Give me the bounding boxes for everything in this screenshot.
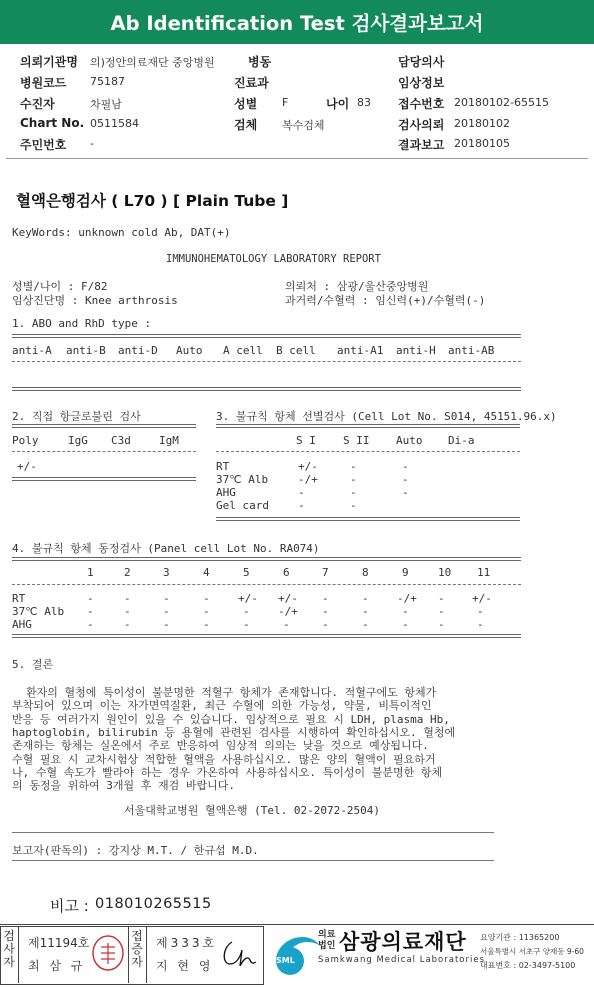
report-title: IMMUNOHEMATOLOGY LABORATORY REPORT bbox=[166, 253, 381, 265]
org-small-2: 법인 bbox=[318, 941, 336, 951]
panel-cell: - bbox=[322, 592, 329, 605]
panel-cell: - bbox=[438, 618, 445, 631]
panel-cell: - bbox=[322, 605, 329, 618]
screen-bottom-rule bbox=[216, 517, 520, 521]
resident-no-value: - bbox=[90, 137, 94, 150]
panel-cell: - bbox=[203, 605, 210, 618]
dat-bottom-rule bbox=[12, 477, 196, 481]
reporter-bottom-rule bbox=[12, 860, 494, 861]
approver-name: 지 현 영 bbox=[156, 959, 214, 973]
hospital-code-label: 병원코드 bbox=[20, 76, 67, 90]
dat-col-c3d: C3d bbox=[111, 434, 131, 447]
screen-row-label: Gel card bbox=[216, 499, 269, 512]
dat-top-rule bbox=[12, 424, 196, 428]
conclusion-line: 존재하는 항체는 실온에서 주로 반응하여 임상적 의의는 낮을 것으로 예상됩니다. bbox=[12, 739, 429, 753]
panel-cell: - bbox=[477, 618, 484, 631]
panel-col-header: 10 bbox=[438, 566, 452, 579]
sex-age: 성별/나이 : F/82 bbox=[12, 280, 108, 293]
clinical-diagnosis: 임상진단명 : Knee arthrosis bbox=[12, 294, 178, 307]
panel-cell: - bbox=[124, 605, 131, 618]
panel-row-label: 37℃ Alb bbox=[12, 605, 65, 618]
org-small-1: 의료 bbox=[318, 930, 336, 940]
panel-cell: -/+ bbox=[278, 605, 298, 618]
info-line-3: 대표번호 : 02-3497-5100 bbox=[480, 961, 576, 970]
screen-cell: - bbox=[402, 486, 409, 499]
abo-col-anti-b: anti-B bbox=[66, 344, 106, 357]
reporter-top-rule bbox=[12, 832, 494, 833]
age-label: 나이 bbox=[326, 97, 350, 111]
receipt-label: 접수번호 bbox=[398, 97, 445, 111]
dat-col-igg: IgG bbox=[68, 434, 88, 447]
panel-col-header: 3 bbox=[163, 566, 170, 579]
panel-col-header: 8 bbox=[362, 566, 369, 579]
keywords: KeyWords: unknown cold Ab, DAT(+) bbox=[12, 226, 231, 239]
panel-cell: - bbox=[438, 605, 445, 618]
abo-col-anti-a: anti-A bbox=[12, 344, 52, 357]
panel-cell: - bbox=[362, 605, 369, 618]
screen-row-label: 37℃ Alb bbox=[216, 473, 269, 486]
lab-signature: 서울대학교병원 혈액은행 (Tel. 02-2072-2504) bbox=[124, 804, 380, 817]
screen-col-di-a: Di-a bbox=[448, 434, 475, 447]
patient-label: 수진자 bbox=[20, 97, 55, 111]
conclusion-line: 나, 수혈 속도가 빨라야 하는 경우 가온하여 사용하십시오. 특이성이 불분명한 항체 bbox=[12, 765, 443, 779]
panel-cell: - bbox=[322, 618, 329, 631]
panel-mid-rule bbox=[12, 584, 521, 585]
dat-col-igm: IgM bbox=[159, 434, 179, 447]
screen-col-s1: S I bbox=[296, 434, 316, 447]
department-label: 진료과 bbox=[234, 76, 269, 90]
conclusion-heading: 5. 결론 bbox=[12, 658, 54, 671]
panel-cell: +/- bbox=[238, 592, 258, 605]
resident-no-label: 주민번호 bbox=[20, 138, 67, 152]
panel-cell: - bbox=[243, 605, 250, 618]
panel-cell: - bbox=[362, 592, 369, 605]
screen-cell: - bbox=[402, 473, 409, 486]
dat-poly-value: +/- bbox=[17, 460, 37, 473]
abo-col-anti-a1: anti-A1 bbox=[337, 344, 384, 357]
screen-top-rule bbox=[216, 424, 520, 428]
panel-col-header: 11 bbox=[477, 566, 491, 579]
inspector-number: 제11194호 bbox=[28, 936, 90, 950]
clinical-info-label: 임상정보 bbox=[398, 76, 445, 90]
screen-mid-rule bbox=[216, 451, 520, 452]
abo-heading: 1. ABO and RhD type : bbox=[12, 317, 152, 330]
panel-cell: - bbox=[477, 605, 484, 618]
page-title: Ab Identification Test 검사결과보고서 bbox=[110, 12, 484, 35]
hospital-code-value: 75187 bbox=[90, 75, 125, 88]
screen-cell: - bbox=[350, 473, 357, 486]
abo-bottom-rule bbox=[12, 387, 521, 391]
panel-cell: - bbox=[163, 592, 170, 605]
institution-label: 의뢰기관명 bbox=[20, 55, 78, 69]
panel-col-header: 4 bbox=[203, 566, 210, 579]
panel-cell: +/- bbox=[278, 592, 298, 605]
panel-row-label: AHG bbox=[12, 618, 32, 631]
info-line-1: 요양기관 : 11365200 bbox=[480, 933, 560, 942]
screen-cell: -/+ bbox=[298, 473, 318, 486]
panel-cell: - bbox=[362, 618, 369, 631]
panel-cell: - bbox=[163, 618, 170, 631]
panel-col-header: 7 bbox=[322, 566, 329, 579]
screen-heading: 3. 불규칙 항체 선별검사 (Cell Lot No. S014, 45151.96.x) bbox=[216, 410, 557, 423]
abo-col-anti-h: anti-H bbox=[396, 344, 436, 357]
panel-col-header: 1 bbox=[87, 566, 94, 579]
abo-mid-rule bbox=[12, 361, 521, 362]
report-date-label: 결과보고 bbox=[398, 138, 445, 152]
panel-col-header: 6 bbox=[283, 566, 290, 579]
header-divider bbox=[6, 158, 588, 159]
conclusion-line: 환자의 혈청에 특이성이 불분명한 적혈구 항체가 존재합니다. 적혈구에도 항체가 bbox=[26, 686, 437, 699]
screen-cell: - bbox=[402, 460, 409, 473]
abo-col-b-cell: B cell bbox=[276, 344, 316, 357]
panel-heading: 4. 불규칙 항체 동정검사 (Panel cell Lot No. RA074) bbox=[12, 542, 320, 555]
request-date-value: 20180102 bbox=[454, 117, 510, 130]
inspector-stamp bbox=[91, 934, 125, 972]
screen-col-auto: Auto bbox=[396, 434, 423, 447]
panel-bottom-rule bbox=[12, 634, 521, 638]
abo-top-rule bbox=[12, 334, 521, 338]
panel-cell: - bbox=[203, 592, 210, 605]
panel-top-rule bbox=[12, 557, 521, 561]
age-value: 83 bbox=[357, 96, 371, 109]
panel-cell: - bbox=[203, 618, 210, 631]
info-line-2: 서울특별시 서초구 양재동 9-60 bbox=[480, 947, 584, 956]
panel-col-header: 2 bbox=[124, 566, 131, 579]
panel-col-header: 5 bbox=[243, 566, 250, 579]
screen-cell: +/- bbox=[298, 460, 318, 473]
sex-label: 성별 bbox=[234, 97, 258, 111]
abo-col-auto: Auto bbox=[176, 344, 203, 357]
screen-row-label: RT bbox=[216, 460, 230, 473]
screen-cell: - bbox=[350, 499, 357, 512]
panel-cell: - bbox=[87, 605, 94, 618]
conclusion-line: haptoglobin, bilirubin 등 용혈에 관련된 검사를 시행하여 확인하십시오. 혈청에 bbox=[12, 725, 456, 739]
logo-abbr: SML bbox=[276, 956, 295, 965]
org-english: Samkwang Medical Laboratories bbox=[318, 955, 486, 965]
remarks-label: 비고 : bbox=[50, 897, 89, 915]
screen-col-s2: S II bbox=[343, 434, 370, 447]
conclusion-line: 반응 등 여러가지 원인이 있을 수 있습니다. 임상적으로 필요 시 LDH, plasma Hb, bbox=[12, 712, 450, 726]
panel-cell: - bbox=[438, 592, 445, 605]
panel-cell: - bbox=[283, 618, 290, 631]
screen-cell: - bbox=[350, 486, 357, 499]
specimen-label: 검체 bbox=[234, 118, 258, 132]
inspector-divider bbox=[18, 926, 19, 983]
referral: 의뢰처 : 삼광/울산중앙병원 bbox=[285, 280, 429, 293]
institution-value: 의)정안의료재단 중앙병원 bbox=[90, 56, 215, 69]
inspector-label: 검사자 bbox=[3, 929, 15, 969]
panel-row-label: RT bbox=[12, 592, 26, 605]
conclusion-line: 부착되어 있으며 이는 자가면역질환, 최근 수혈에 의한 가능성, 약물, 비특이적인 bbox=[12, 699, 432, 713]
panel-cell: - bbox=[87, 592, 94, 605]
screen-row-label: AHG bbox=[216, 486, 236, 499]
footer-top-rule bbox=[0, 924, 594, 925]
approver-left-divider bbox=[128, 926, 129, 983]
sml-logo-icon bbox=[270, 928, 324, 978]
panel-cell: - bbox=[87, 618, 94, 631]
approver-signature bbox=[218, 934, 258, 970]
conclusion-line: 의 동정을 위하여 3개월 후 재검 바랍니다. bbox=[12, 779, 235, 793]
ward-label: 병동 bbox=[248, 55, 272, 69]
dat-mid-rule bbox=[12, 451, 196, 452]
dat-heading: 2. 직접 항글로불린 검사 bbox=[12, 410, 141, 423]
inspector-name: 최 삼 규 bbox=[28, 959, 86, 973]
chart-no-label: Chart No. bbox=[20, 116, 85, 130]
dat-col-poly: Poly bbox=[12, 434, 39, 447]
screen-cell: - bbox=[350, 460, 357, 473]
panel-cell: - bbox=[124, 618, 131, 631]
sex-value: F bbox=[282, 96, 289, 109]
reporter: 보고자(판독의) : 강지상 M.T. / 한규섭 M.D. bbox=[12, 844, 259, 857]
report-date-value: 20180105 bbox=[454, 137, 510, 150]
receipt-value: 20180102-65515 bbox=[454, 96, 549, 109]
doctor-label: 담당의사 bbox=[398, 55, 445, 69]
panel-col-header: 9 bbox=[402, 566, 409, 579]
request-date-label: 검사의뢰 bbox=[398, 118, 445, 132]
panel-cell: - bbox=[124, 592, 131, 605]
abo-col-anti-d: anti-D bbox=[118, 344, 158, 357]
screen-cell: - bbox=[298, 499, 305, 512]
abo-col-a-cell: A cell bbox=[223, 344, 263, 357]
screen-cell: - bbox=[298, 486, 305, 499]
remarks-value: 018010265515 bbox=[95, 896, 212, 912]
specimen-value: 복수검체 bbox=[282, 119, 325, 132]
panel-cell: -/+ bbox=[397, 592, 417, 605]
panel-cell: +/- bbox=[472, 592, 492, 605]
panel-cell: - bbox=[402, 618, 409, 631]
conclusion-line: 수혈 필요 시 교차시험상 적합한 혈액을 사용하십시오. 많은 양의 혈액이 필요하거 bbox=[12, 752, 436, 766]
org-name: 삼광의료재단 bbox=[339, 930, 467, 954]
panel-cell: - bbox=[402, 605, 409, 618]
abo-col-anti-ab: anti-AB bbox=[448, 344, 495, 357]
test-title: 혈액은행검사 ( L70 ) [ Plain Tube ] bbox=[16, 192, 289, 210]
approver-divider bbox=[146, 926, 147, 983]
transfusion-history: 과거력/수혈력 : 임신력(+)/수혈력(-) bbox=[285, 294, 486, 307]
panel-cell: - bbox=[163, 605, 170, 618]
chart-no-value: 0511584 bbox=[90, 117, 139, 130]
approver-label: 접증자 bbox=[131, 929, 143, 969]
approver-number: 제333호 bbox=[156, 936, 218, 950]
panel-cell: - bbox=[243, 618, 250, 631]
patient-value: 차필남 bbox=[90, 98, 122, 111]
